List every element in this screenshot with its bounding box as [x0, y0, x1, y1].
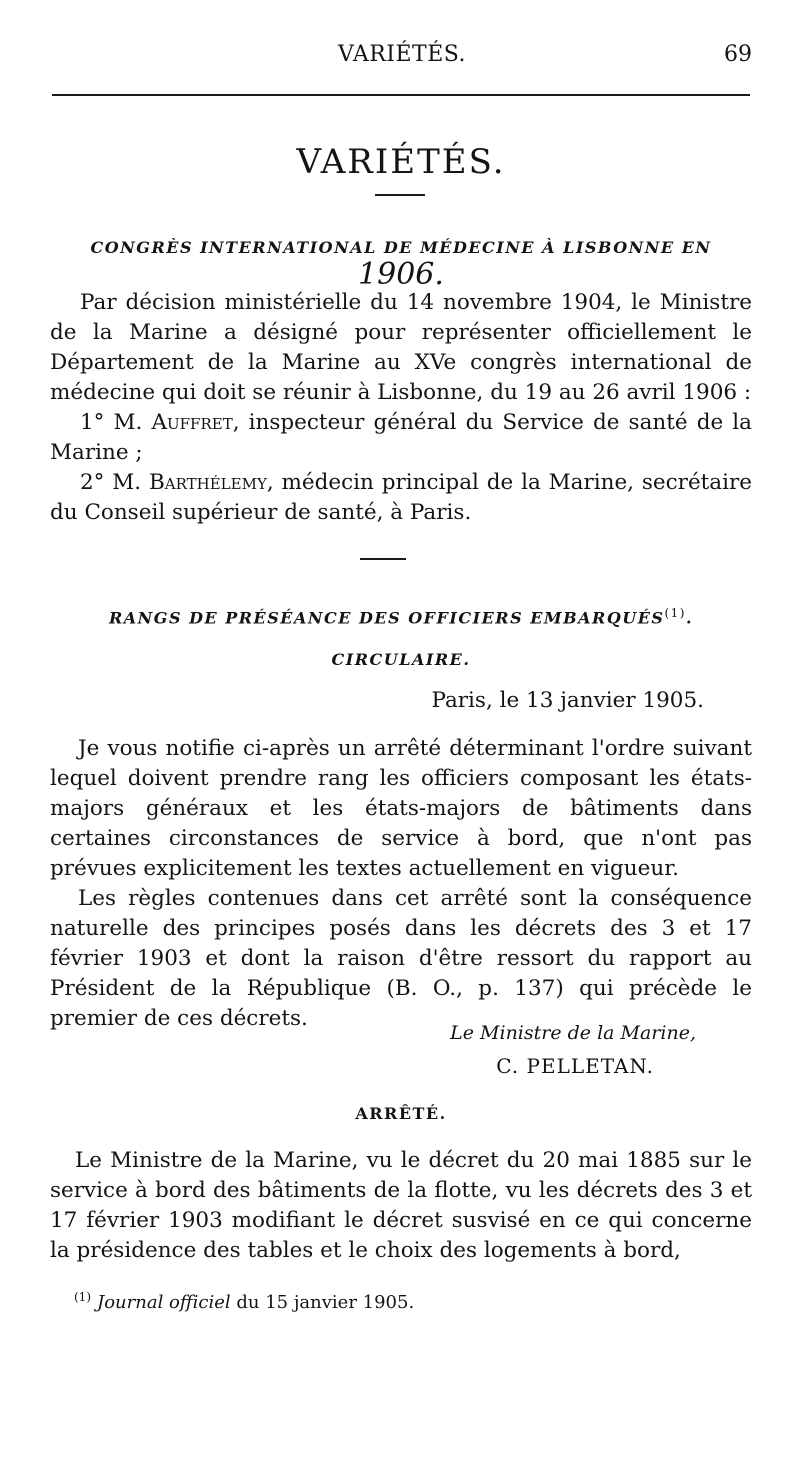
list-item-auffret: [50, 408, 752, 468]
arrete-heading: ARRÊTÉ.: [355, 1104, 447, 1123]
paragraph-notification: Je vous notifie ci-après un arrêté déterminant l'ordre suivant lequel doivent prendre rang les officiers composant les états-majors généraux et les états-majors de bâtiments dans certaines circonstances de service à bord, que n'ont pas prévues explicitement les textes actuellement en vigueur.: [50, 736, 752, 881]
signature-name: C. PELLETAN.: [496, 1054, 654, 1078]
subheading-circulaire: CIRCULAIRE.: [331, 650, 471, 669]
list-item-number: 1° M.: [80, 410, 152, 435]
header-rule: [52, 94, 750, 96]
section-heading-text: CONGRÈS INTERNATIONAL DE MÉDECINE À LISBONNE EN: [90, 238, 712, 257]
signature-title: Le Ministre de la Marine,: [450, 1022, 696, 1044]
list-item-text: , médecin principal de la Marine, secrétaire du Conseil supérieur de santé, à Paris.: [50, 470, 752, 525]
page-title: VARIÉTÉS.: [296, 142, 506, 182]
list-item-number: 2° M.: [80, 470, 149, 495]
paragraph-rules: Les règles contenues dans cet arrêté sont la conséquence naturelle des principes posés dans les décrets des 3 et 17 février 1903 et dont la raison d'être ressort du rapport au Président de la République (B. O., p. 137) qui précède le premier de ces décrets.: [50, 886, 752, 1031]
section-heading-year: 1906.: [358, 257, 444, 292]
footnote-mark: (1): [74, 1290, 91, 1304]
footnote-reference[interactable]: (1): [664, 606, 686, 620]
person-name: Barthélemy: [148, 470, 267, 495]
page-number: 69: [724, 42, 752, 67]
title-divider: [375, 194, 425, 196]
section-heading-rangs: [52, 606, 750, 627]
person-name: Auffret: [151, 410, 233, 435]
list-item-barthelemy: [50, 468, 752, 528]
running-title: VARIÉTÉS.: [337, 42, 467, 67]
paragraph-arrete: Le Ministre de la Marine, vu le décret du 20 mai 1885 sur le service à bord des bâtiments de la flotte, vu les décrets des 3 et 17 février 1903 modifiant le décret susvisé en ce qui concerne la présidence des tables et le choix des logements à bord,: [50, 1148, 752, 1263]
paragraph-decision: Par décision ministérielle du 14 novembre 1904, le Ministre de la Marine a désigné pour représenter officiellement le Département de la Marine au XVe congrès international de médecine qui doit se réunir à Lisbonne, du 19 au 26 avril 1906 :: [50, 290, 752, 405]
section-heading-congres: [52, 238, 750, 292]
running-header: [52, 42, 752, 78]
footnote: [74, 1290, 414, 1313]
section-divider: [360, 558, 406, 560]
heading-period: .: [685, 608, 694, 628]
footnote-text: du 15 janvier 1905.: [230, 1292, 415, 1313]
dateline: Paris, le 13 janvier 1905.: [431, 688, 704, 713]
section-heading-text: RANGS DE PRÉSÉANCE DES OFFICIERS EMBARQUÉS: [108, 608, 665, 628]
footnote-source: Journal officiel: [97, 1292, 231, 1313]
list-item-text: , inspecteur général du Service de santé de la Marine ;: [50, 410, 752, 465]
